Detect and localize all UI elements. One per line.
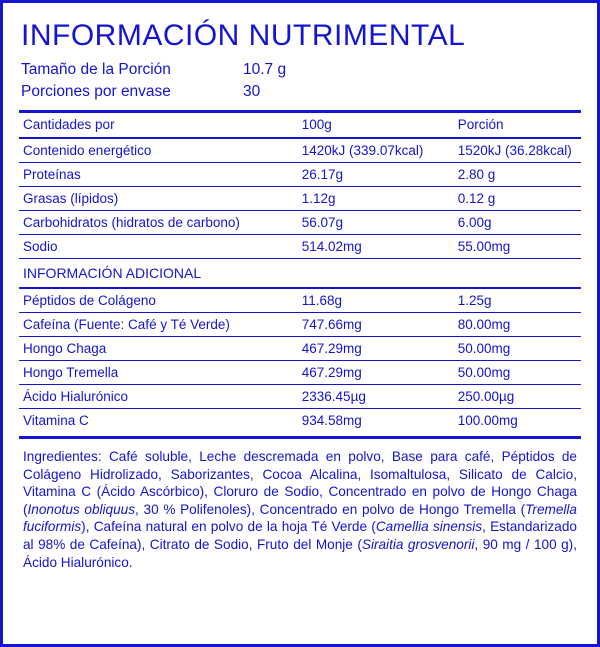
- header-per-100g: 100g: [302, 113, 458, 138]
- row-per-portion: 55.00mg: [458, 235, 581, 259]
- row-name: Grasas (lípidos): [19, 187, 302, 211]
- table-row: [19, 163, 581, 187]
- ingredient-species-name: Camellia sinensis: [375, 519, 483, 535]
- ingredient-fragment: Ingredientes: Café soluble, Leche descremada en polvo, Base para café, Péptidos de Colágeno Hidrolizado, Saborizantes, Cocoa Alcalina, Isomaltulosa, Silicato de Calcio, Vitamina C (Ácido Ascórbico), Cloruro de Sodio, Concentrado en polvo de Hongo Chaga (: [23, 449, 577, 517]
- servings-per-package-label: Porciones por envase: [21, 83, 171, 100]
- ingredient-species-name: Siraitia grosvenorii: [361, 536, 475, 552]
- row-per-100g: 11.68g: [302, 288, 458, 313]
- row-name: Ácido Hialurónico: [19, 385, 302, 409]
- row-per-portion: 6.00g: [458, 211, 581, 235]
- additional-info-spacer-100: [302, 259, 458, 289]
- row-name: Péptidos de Colágeno: [19, 288, 302, 313]
- row-per-100g: 2336.45µg: [302, 385, 458, 409]
- ingredient-species-name: Tremella fuciformis: [23, 501, 577, 535]
- table-row: [19, 288, 581, 313]
- serving-size-value: 10.7 g: [243, 61, 287, 78]
- row-per-100g: 514.02mg: [302, 235, 458, 259]
- table-row: [19, 235, 581, 259]
- row-per-portion: 50.00mg: [458, 361, 581, 385]
- row-name: Carbohidratos (hidratos de carbono): [19, 211, 302, 235]
- servings-per-package-value: 30: [243, 83, 261, 100]
- ingredient-fragment: , 90 mg / 100 g), Ácido Hialurónico.: [23, 536, 577, 570]
- row-per-100g: 747.66mg: [302, 313, 458, 337]
- table-row: [19, 187, 581, 211]
- row-per-portion: 2.80 g: [458, 163, 581, 187]
- ingredient-fragment: , Estandarizado al 98% de Cafeína), Citrato de Sodio, Fruto del Monje (: [23, 519, 577, 552]
- table-row: [19, 385, 581, 409]
- table-row: [19, 138, 581, 163]
- additional-info-header: INFORMACIÓN ADICIONAL: [19, 259, 302, 289]
- row-per-portion: 0.12 g: [458, 187, 581, 211]
- table-row: [19, 211, 581, 235]
- additional-info-header-row: [19, 259, 581, 289]
- ingredients-text: [19, 439, 581, 571]
- row-name: Hongo Tremella: [19, 361, 302, 385]
- row-name: Vitamina C: [23, 413, 89, 428]
- table-header-row: [19, 113, 581, 138]
- row-per-portion: 50.00mg: [458, 337, 581, 361]
- header-per-portion: Porción: [458, 113, 581, 138]
- row-name: Proteínas: [19, 163, 302, 187]
- table-row: [19, 409, 581, 433]
- row-per-100g: 56.07g: [302, 211, 458, 235]
- row-name: Hongo Chaga: [19, 337, 302, 361]
- row-per-portion: 80.00mg: [458, 313, 581, 337]
- servings-per-package-row: [21, 81, 581, 102]
- serving-size-label: Tamaño de la Porción: [21, 61, 171, 78]
- row-per-100g: 467.29mg: [302, 337, 458, 361]
- ingredient-fragment: ), Cafeína natural en polvo de la hoja Té Verde (: [81, 519, 376, 535]
- nutrition-table: [19, 113, 581, 432]
- row-per-portion: 1.25g: [458, 288, 581, 313]
- row-per-100g: 26.17g: [302, 163, 458, 187]
- ingredient-fragment: , 30 % Polifenoles), Concentrado en polvo de Hongo Tremella (: [135, 501, 526, 517]
- table-row: [19, 361, 581, 385]
- row-name: Contenido energético: [19, 138, 302, 163]
- serving-info: [21, 59, 581, 102]
- row-per-100g: 934.58mg: [301, 413, 362, 428]
- row-per-100g: 1.12g: [302, 187, 458, 211]
- row-name: Sodio: [19, 235, 302, 259]
- row-per-100g: 467.29mg: [302, 361, 458, 385]
- row-per-portion: 1520kJ (36.28kcal): [458, 138, 581, 163]
- row-per-portion: 250.00µg: [458, 385, 581, 409]
- page-title: INFORMACIÓN NUTRIMENTAL: [21, 19, 466, 52]
- table-row: [19, 337, 581, 361]
- ingredient-species-name: Inonotus obliquus: [27, 501, 136, 517]
- additional-info-spacer-portion: [458, 259, 581, 289]
- serving-size-row: [21, 59, 581, 80]
- header-amounts-per: Cantidades por: [19, 113, 302, 138]
- row-per-100g: 1420kJ (339.07kcal): [302, 138, 458, 163]
- row-name: Cafeína (Fuente: Café y Té Verde): [19, 313, 302, 337]
- table-row: [19, 313, 581, 337]
- row-per-portion: 100.00mg: [457, 413, 518, 428]
